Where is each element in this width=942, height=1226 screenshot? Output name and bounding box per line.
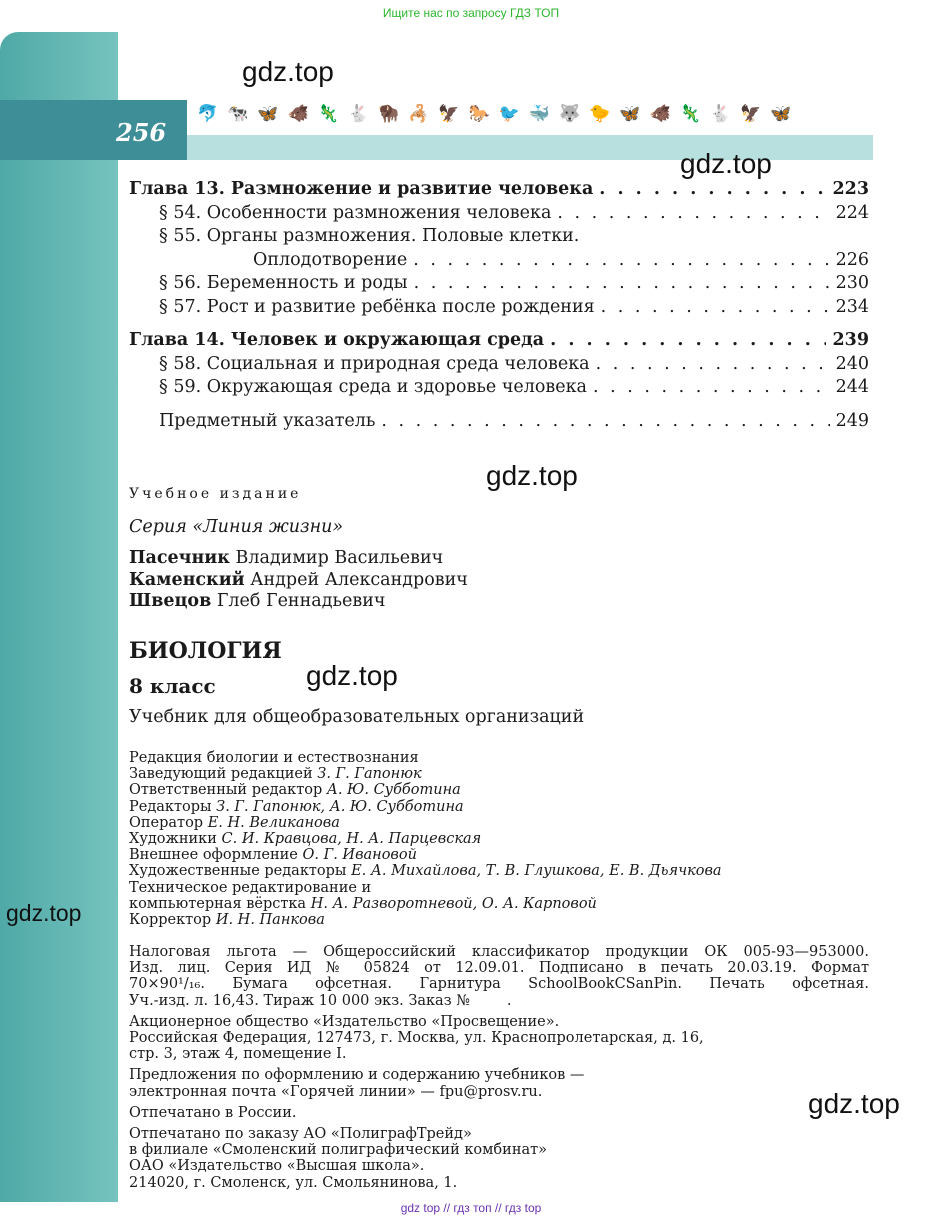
watermark: gdz.top: [486, 460, 578, 491]
credit-line: Художественные редакторы Е. А. Михайлова, Т. В. Глушкова, Е. В. Дьячкова: [129, 863, 722, 880]
top-search-note: Ищите нас по запросу ГДЗ ТОП: [382, 6, 560, 20]
credit-line: Заведующий редакцией З. Г. Гапонюк: [129, 766, 422, 783]
credit-line: Внешнее оформление О. Г. Ивановой: [129, 847, 417, 864]
toc-section-cont[interactable]: Оплодотворение . . . 226: [129, 249, 869, 273]
credit-line: Ответственный редактор А. Ю. Субботина: [129, 782, 461, 799]
credit-line: Художники С. И. Кравцова, Н. А. Парцевская: [129, 831, 482, 848]
credit-line: Техническое редактирование и: [129, 879, 372, 896]
book-grade: 8 класс: [129, 674, 216, 698]
toc-section[interactable]: § 58. Социальная и природная среда человека . . . 240: [129, 353, 869, 377]
credit-line: Редакторы З. Г. Гапонюк, А. Ю. Субботина: [129, 798, 464, 815]
toc-section[interactable]: § 59. Окружающая среда и здоровье человека . . . 244: [129, 376, 869, 400]
toc-chapter[interactable]: Глава 13. Размножение и развитие человека . . . 223: [129, 178, 869, 202]
watermark: gdz.top: [306, 660, 398, 691]
book-subtitle: Учебник для общеобразовательных организаций: [129, 707, 585, 727]
watermark: gdz.top: [6, 900, 82, 926]
contact-info: Предложения по оформлению и содержанию учебников — электронная почта «Горячей линии» — fpu@prosv.ru.: [129, 1067, 585, 1100]
watermark: gdz.top: [808, 1088, 900, 1119]
watermark: gdz.top: [680, 148, 772, 179]
toc-section[interactable]: § 55. Органы размножения. Половые клетки.: [159, 226, 580, 246]
credit-line: Оператор Е. Н. Великанова: [129, 814, 340, 831]
edition-label: Учебное издание: [129, 486, 302, 502]
printer-info: Отпечатано по заказу АО «ПолиграфТрейд» в филиале «Смоленский полиграфический комбинат» ОАО «Издательство «Высшая школа». 214020, г. Смоленск, ул. Смольянинова, 1.: [129, 1126, 548, 1191]
toc-chapter[interactable]: Глава 14. Человек и окружающая среда . . . 239: [129, 329, 869, 353]
book-title: БИОЛОГИЯ: [129, 638, 282, 664]
toc-index[interactable]: Предметный указатель . . . 249: [129, 410, 869, 434]
publisher-info: Акционерное общество «Издательство «Просвещение». Российская Федерация, 127473, г. Москва, ул. Краснопролетарская, д. 16, стр. 3, этаж 4, помещение I.: [129, 1013, 704, 1063]
watermark: gdz.top: [242, 56, 334, 87]
bottom-note[interactable]: gdz top // гдз топ // гдз top: [400, 1201, 542, 1215]
author: Пасечник Владимир Васильевич: [129, 548, 444, 568]
authors-list: [129, 548, 468, 613]
left-color-strip: [0, 32, 118, 1202]
animal-silhouettes-icon: 🐬🐄🦋🐗🦎🐇🦬🦂🦅🐎🐦🐳🐺🐤🦋🐗🦎🐇🦅🦋: [197, 104, 801, 124]
credit-line: Редакция биологии и естествознания: [129, 750, 419, 766]
printed-in: Отпечатано в России.: [129, 1104, 297, 1121]
series-name: Серия «Линия жизни»: [129, 517, 344, 537]
credit-line: компьютерная вёрстка Н. А. Разворотневой, О. А. Карповой: [129, 895, 597, 912]
author: Каменский Андрей Александрович: [129, 569, 468, 590]
table-of-contents: [129, 178, 869, 433]
credit-line: Корректор И. Н. Панкова: [129, 912, 325, 929]
tax-info: Налоговая льгота — Общероссийский классификатор продукции ОК 005-93—953000. Изд. лиц. Серия ИД № 05824 от 12.09.01. Подписано в печать 20.03.19. Формат 70×90¹/₁₆. Бумага офсетная. Гарнитура SchoolBookCSanPin. Печать офсетная. Уч.-изд. л. 16,43. Тираж 10 000 экз. Заказ № .: [129, 944, 869, 1009]
toc-section[interactable]: § 56. Беременность и роды . . . 230: [129, 272, 869, 296]
credits-list: [129, 750, 722, 928]
imprint: [129, 944, 869, 1196]
author: Швецов Глеб Геннадьевич: [129, 591, 386, 611]
toc-section[interactable]: § 57. Рост и развитие ребёнка после рождения . . . 234: [129, 296, 869, 320]
toc-section[interactable]: § 54. Особенности размножения человека . . . 224: [129, 202, 869, 226]
page-number: 256: [116, 118, 167, 147]
